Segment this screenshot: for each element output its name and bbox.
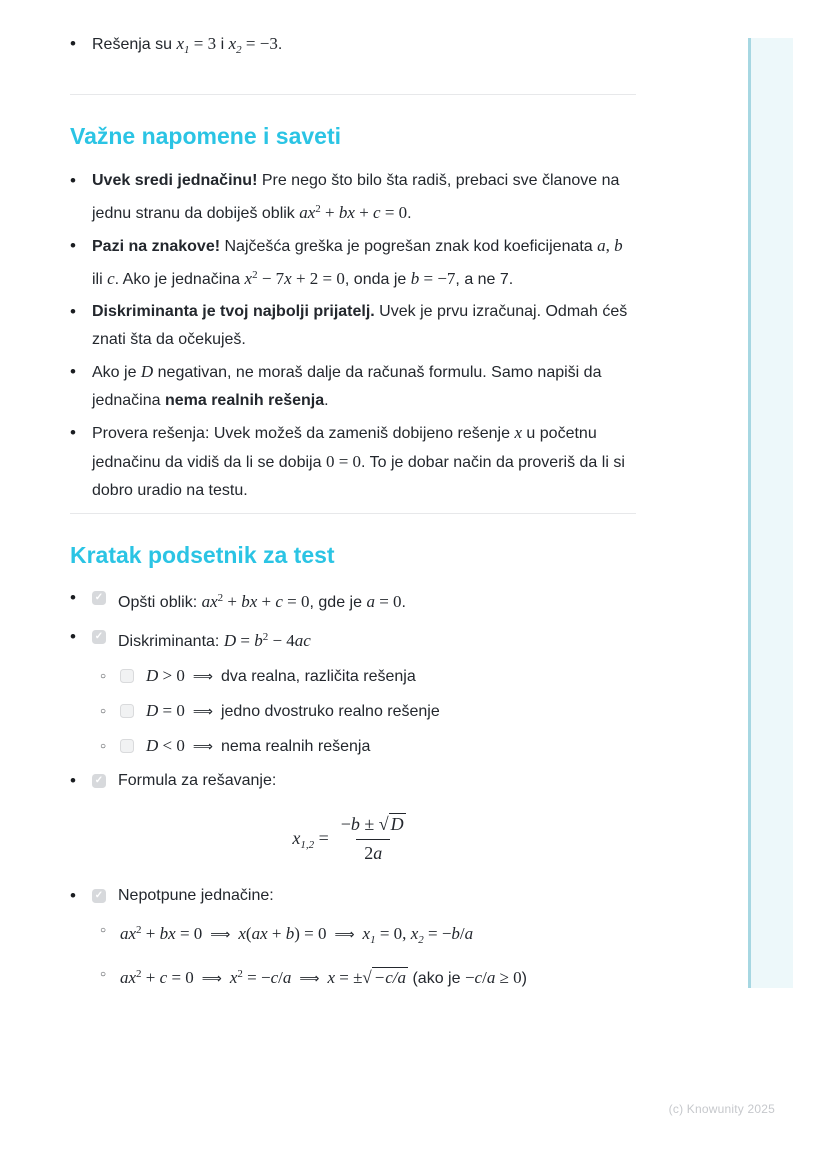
checklist-item	[70, 584, 636, 617]
list-item-text: Ako je D negativan, ne moraš dalje da računaš formulu. Samo napiši da jednačina nema realnih rešenja.	[92, 362, 602, 409]
checklist-sub-item	[100, 732, 636, 761]
list-item-text: Nepotpune jednačine:	[118, 886, 274, 904]
bullet-icon: •	[70, 423, 76, 442]
list-item-text: D > 0 ⟹ dva realna, različita rešenja	[146, 666, 416, 685]
note-list-item	[70, 232, 636, 294]
checkbox-checked[interactable]	[92, 591, 106, 605]
list-item-text: $ax^2 + c = 0$ ⟹ $x^2 = -c/a$ ⟹ x = ±√ −c/a (ako je −c/a ≥ 0)	[120, 967, 527, 987]
checklist-item	[70, 767, 636, 795]
bullet-icon: •	[70, 34, 76, 53]
note-list-item	[70, 358, 636, 415]
list-item-text: Diskriminanta je tvoj najbolji prijatelj. Uvek je prvu izračunaj. Odmah ćeš znati šta da očekuješ.	[92, 303, 628, 348]
checkbox-checked[interactable]	[92, 630, 106, 644]
list-item-text: Diskriminanta: $D = b^2 - 4ac$	[118, 631, 311, 650]
page-content	[70, 30, 636, 999]
check-icon: ✓	[94, 889, 104, 901]
note-list-item	[70, 419, 636, 505]
checklist	[70, 584, 636, 993]
list-item-text: $ax^2$ + bx = 0 ⟹ x(ax + b) = 0 ⟹ $x_1 = 0$, $x_2 = -b/a$	[120, 923, 474, 946]
footer-credit: (c) Knowunity 2025	[668, 1102, 775, 1116]
fraction-denominator: 2a	[356, 839, 390, 864]
checklist-sub-item	[100, 697, 636, 726]
checkbox-unchecked[interactable]	[120, 669, 134, 683]
list-item-text: Formula za rešavanje:	[118, 772, 277, 789]
section-divider	[70, 94, 636, 95]
circle-bullet-icon: ○	[100, 741, 107, 752]
bullet-icon: •	[70, 885, 76, 905]
check-icon: ✓	[94, 631, 104, 642]
checklist-item	[70, 623, 636, 656]
checkbox-unchecked[interactable]	[120, 704, 134, 718]
check-icon: ✓	[94, 775, 104, 786]
sqrt-expression: √ D	[378, 814, 404, 834]
checkbox-unchecked[interactable]	[120, 739, 134, 753]
list-item-text: Uvek sredi jednačinu! Pre nego što bilo šta radiš, prebaci sve članove na jednu stranu da dobiješ oblik $ax^2$ + bx + c = 0.	[92, 172, 620, 222]
intro-bullet-item	[70, 30, 636, 64]
bullet-icon: •	[70, 771, 76, 790]
circle-bullet-icon: ○	[100, 924, 107, 936]
checklist-sub-item	[100, 916, 636, 954]
section-title-kratak-podsetnik: Kratak podsetnik za test	[70, 542, 335, 568]
checklist-sub-item	[100, 662, 636, 691]
bullet-icon: •	[70, 302, 76, 321]
formula-lhs: $x_{1,2}$ =	[292, 827, 329, 851]
list-item-text: D < 0 ⟹ nema realnih rešenja	[146, 736, 371, 755]
section-divider	[70, 513, 636, 514]
checklist-sub-item	[100, 960, 636, 993]
list-item-text: Opšti oblik: $ax^2$ + bx + c = 0, gde je a = 0.	[118, 592, 406, 611]
notes-list	[70, 167, 636, 505]
checklist-item	[70, 882, 636, 910]
list-item-text: D = 0 ⟹ jedno dvostruko realno rešenje	[146, 701, 440, 720]
formula-block	[70, 815, 636, 864]
list-item-text: Pazi na znakove! Najčešća greška je pogrešan znak kod koeficijenata a, b ili c. Ako je jednačina $x^2 - 7x + 2 = 0$, onda je b = −7, a ne 7.	[92, 236, 623, 288]
checkbox-checked[interactable]	[92, 774, 106, 788]
bullet-icon: •	[70, 588, 76, 607]
right-accent-bar	[748, 38, 793, 988]
section-title-vazne-napomene: Važne napomene i saveti	[70, 123, 342, 149]
note-list-item	[70, 167, 636, 228]
sqrt-expression: √ −c/a	[362, 967, 407, 987]
checkbox-checked[interactable]	[92, 889, 106, 903]
quadratic-formula	[292, 815, 413, 864]
circle-bullet-icon: ○	[100, 706, 107, 717]
fraction	[333, 815, 414, 864]
bullet-icon: •	[70, 362, 76, 381]
check-icon: ✓	[94, 592, 104, 603]
list-item-text: Provera rešenja: Uvek možeš da zameniš dobijeno rešenje x u početnu jednačinu da vidiš da li se dobija 0 = 0. To je dobar način da proveriš da li si dobro uradio na testu.	[92, 423, 625, 499]
bullet-icon: •	[70, 171, 76, 190]
circle-bullet-icon: ○	[100, 968, 107, 980]
note-list-item	[70, 298, 636, 354]
intro-bullet-text: Rešenja su $x_1 = 3$ i $x_2 = -3$.	[92, 34, 283, 56]
circle-bullet-icon: ○	[100, 671, 107, 682]
bullet-icon: •	[70, 236, 76, 255]
fraction-numerator: −b ± √ D	[340, 814, 404, 834]
bullet-icon: •	[70, 627, 76, 646]
